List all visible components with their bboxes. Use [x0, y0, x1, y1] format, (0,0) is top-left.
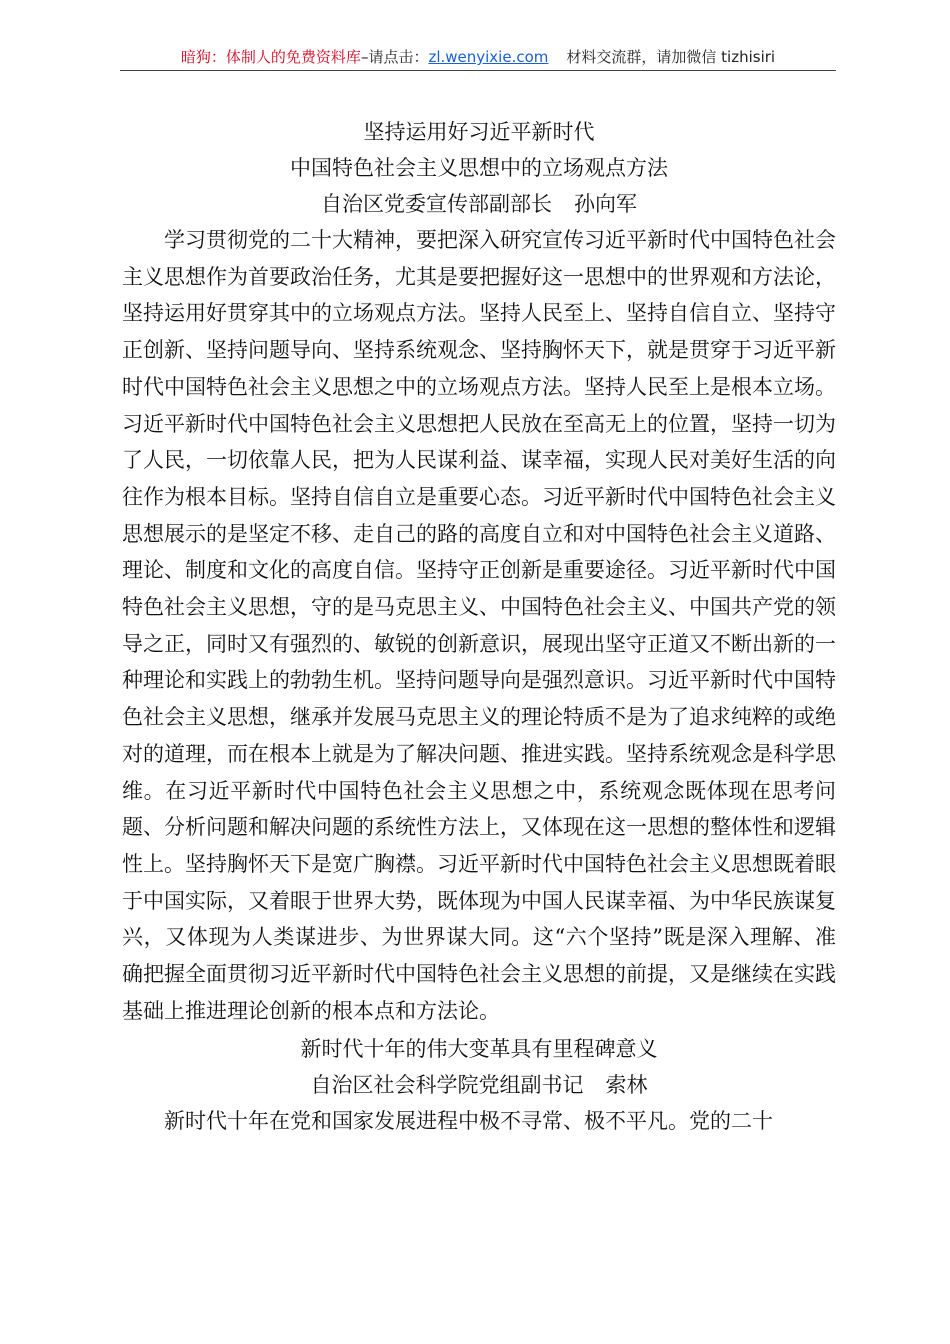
article2-author-name: 索林	[605, 1073, 648, 1098]
header-brand: 暗狗：体制人的免费资料库	[180, 48, 361, 66]
document-body	[122, 114, 836, 1140]
article2-byline	[122, 1067, 836, 1103]
header-prompt: –请点击：	[360, 48, 429, 66]
article2-paragraph: 新时代十年在党和国家发展进程中极不寻常、极不平凡。党的二十	[164, 1109, 773, 1134]
article1-author-name: 孙向军	[574, 192, 637, 216]
article1-author-org: 自治区党委宣传部副部长	[321, 192, 552, 216]
document-header	[120, 44, 836, 71]
article1-title-line2: 中国特色社会主义思想中的立场观点方法	[290, 156, 668, 180]
article2-title: 新时代十年的伟大变革具有里程碑意义	[300, 1037, 658, 1062]
article2-author-org: 自治区社会科学院党组副书记	[310, 1073, 584, 1098]
article1-title-line1: 坚持运用好习近平新时代	[363, 120, 595, 144]
article1-paragraph: 学习贯彻党的二十大精神，要把深入研究宣传习近平新时代中国特色社会主义思想作为首要政治任务，尤其是要把握好这一思想中的世界观和方法论，坚持运用好贯穿其中的立场观点方法。坚持人民至上、坚持自信自立、坚持守正创新、坚持问题导向、坚持系统观念、坚持胸怀天下，就是贯穿于习近平新时代中国特色社会主义思想之中的立场观点方法。坚持人民至上是根本立场。习近平新时代中国特色社会主义思想把人民放在至高无上的位置，坚持一切为了人民，一切依靠人民，把为人民谋利益、谋幸福，实现人民对美好生活的向往作为根本目标。坚持自信自立是重要心态。习近平新时代中国特色社会主义思想展示的是坚定不移、走自己的路的高度自立和对中国特色社会主义道路、理论、制度和文化的高度自信。坚持守正创新是重要途径。习近平新时代中国特色社会主义思想，守的是马克思主义、中国特色社会主义、中国共产党的领导之正，同时又有强烈的、敏锐的创新意识，展现出坚守正道又不断出新的一种理论和实践上的勃勃生机。坚持问题导向是强烈意识。习近平新时代中国特色社会主义思想，继承并发展马克思主义的理论特质不是为了追求纯粹的或绝对的道理，而在根本上就是为了解决问题、推进实践。坚持系统观念是科学思维。在习近平新时代中国特色社会主义思想之中，系统观念既体现在思考问题、分析问题和解决问题的系统性方法上，又体现在这一思想的整体性和逻辑性上。坚持胸怀天下是宽广胸襟。习近平新时代中国特色社会主义思想既着眼于中国实际，又着眼于世界大势，既体现为中国人民谋幸福、为中华民族谋复兴，又体现为人类谋进步、为世界谋大同。这“六个坚持”既是深入理解、准确把握全面贯彻习近平新时代中国特色社会主义思想的前提，又是继续在实践基础上推进理论创新的根本点和方法论。	[122, 228, 836, 1023]
article1-byline	[122, 186, 836, 222]
header-url-link[interactable]: zl.wenyixie.com	[428, 48, 549, 66]
header-wechat-note: 材料交流群，请加微信 tizhisiri	[566, 48, 776, 66]
